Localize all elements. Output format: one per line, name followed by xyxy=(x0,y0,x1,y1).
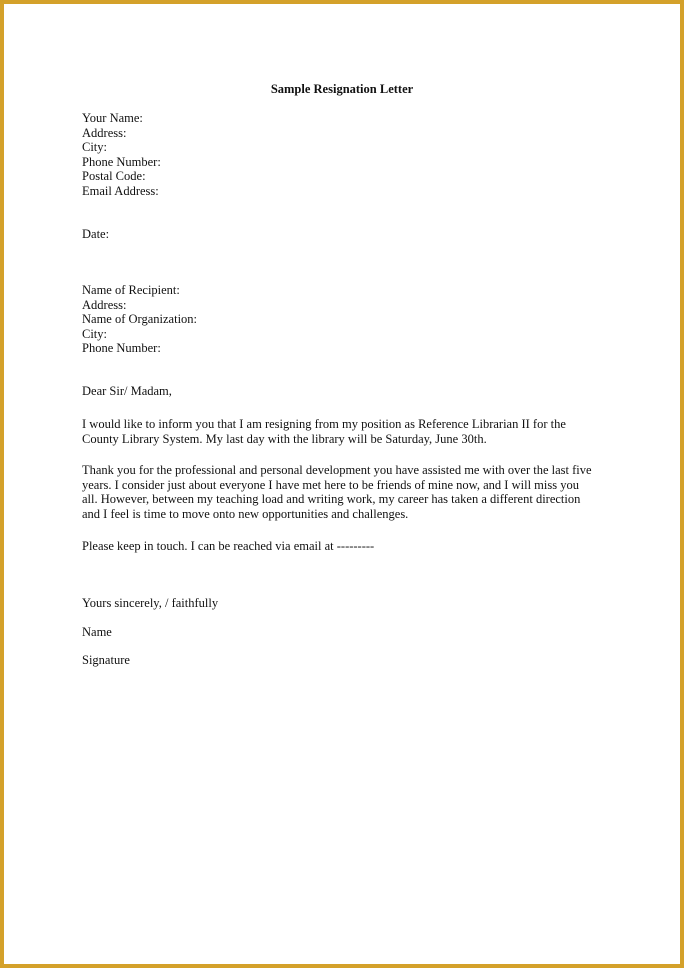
paragraph-line: all. However, between my teaching load and writing work, my career has taken a different direction xyxy=(82,492,581,506)
closing: Yours sincerely, / faithfully xyxy=(82,596,219,610)
paragraph-line: County Library System. My last day with the library will be Saturday, June 30th. xyxy=(82,431,487,446)
paragraph-thanks xyxy=(82,463,612,521)
sender-address-field: Address: xyxy=(82,125,127,140)
recipient-name-field: Name of Recipient: xyxy=(82,283,180,297)
paragraph-contact: Please keep in touch. I can be reached via email at --------- xyxy=(82,539,375,553)
document-title: Sample Resignation Letter xyxy=(270,82,414,96)
salutation: Dear Sir/ Madam, xyxy=(82,384,172,398)
paragraph-line: Thank you for the professional and personal development you have assisted me with over the last five xyxy=(82,463,592,477)
sender-postal-code-field: Postal Code: xyxy=(82,169,146,183)
sender-email-field: Email Address: xyxy=(82,183,159,198)
paragraph-line: years. I consider just about everyone I have met here to be friends of mine now, and I will miss you xyxy=(82,477,579,492)
paragraph-resignation xyxy=(82,417,612,446)
sender-details xyxy=(82,111,612,198)
recipient-details xyxy=(82,283,612,356)
date-field: Date: xyxy=(82,227,110,241)
recipient-organization-field: Name of Organization: xyxy=(82,312,198,326)
sender-city-field: City: xyxy=(82,140,108,154)
paragraph-line: I would like to inform you that I am resigning from my position as Reference Librarian II for the xyxy=(82,417,566,431)
paragraph-line: and I feel is time to move onto new opportunities and challenges. xyxy=(82,506,409,521)
sender-name-field: Your Name: xyxy=(82,111,143,125)
signature-label: Signature xyxy=(82,653,130,667)
sender-phone-field: Phone Number: xyxy=(82,154,161,169)
recipient-phone-field: Phone Number: xyxy=(82,341,161,355)
name-label: Name xyxy=(82,625,112,639)
recipient-address-field: Address: xyxy=(82,297,127,312)
recipient-city-field: City: xyxy=(82,326,108,341)
